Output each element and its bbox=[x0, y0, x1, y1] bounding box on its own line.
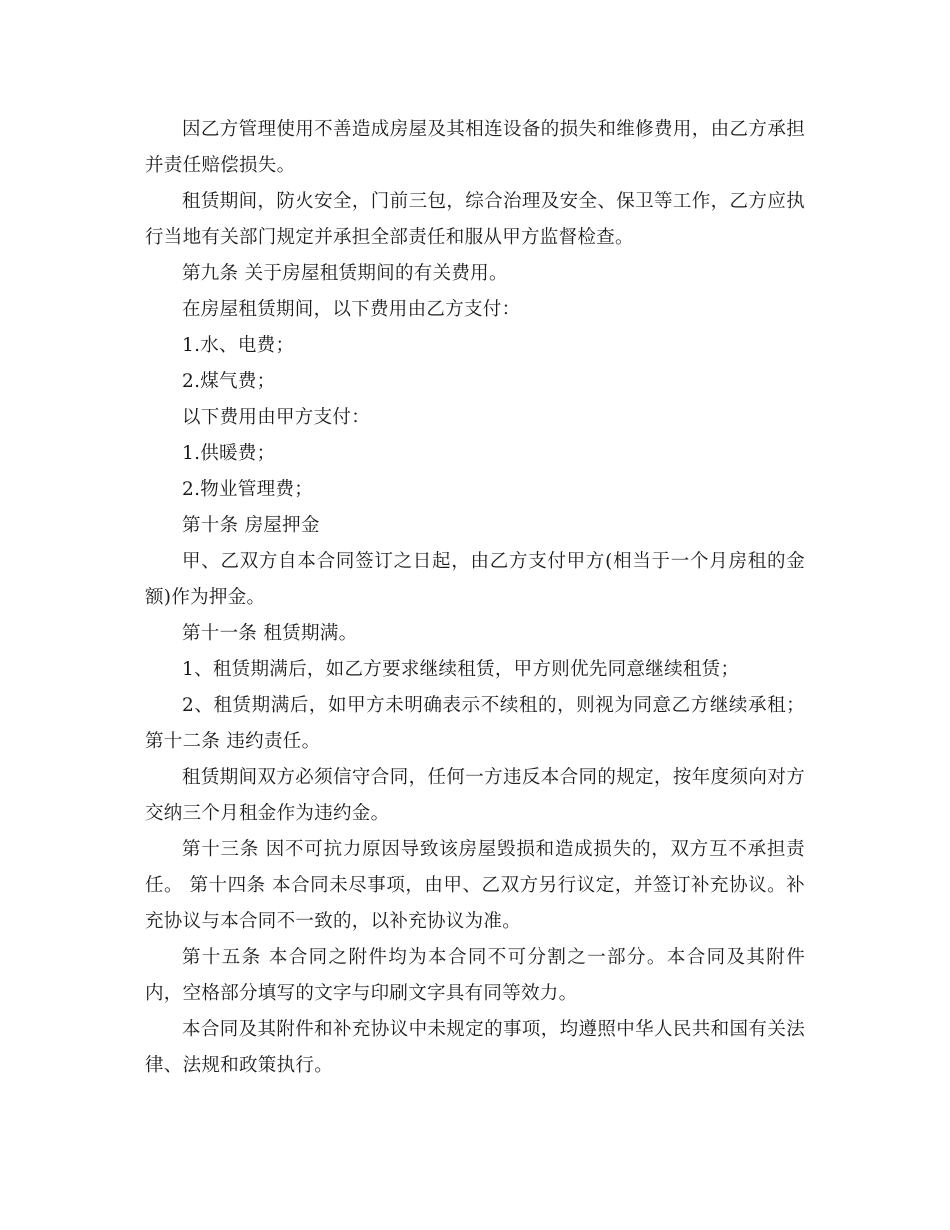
article-11-heading: 第十一条 租赁期满。 bbox=[182, 623, 358, 644]
paragraph-attachments: 第十五条 本合同之附件均为本合同不可分割之一部分。本合同及其附件内，空格部分填写的文字与印刷文字具有同等效力。 bbox=[145, 947, 805, 1004]
paragraph-landlord-fees-intro: 以下费用由甲方支付： bbox=[182, 407, 371, 428]
article-9-heading: 第九条 关于房屋租赁期间的有关费用。 bbox=[182, 263, 508, 284]
paragraph-governing-law: 本合同及其附件和补充协议中未规定的事项，均遵照中华人民共和国有关法律、法规和政策执行。 bbox=[145, 1019, 805, 1076]
list-item-gas: 2.煤气费； bbox=[182, 371, 276, 392]
document-body bbox=[145, 112, 805, 1084]
article-10-heading: 第十条 房屋押金 bbox=[182, 515, 320, 536]
paragraph-tenant-fees-intro: 在房屋租赁期间，以下费用由乙方支付： bbox=[182, 299, 521, 320]
paragraph-force-majeure: 第十三条 因不可抗力原因导致该房屋毁损和造成损失的，双方互不承担责任。 第十四条 本合同未尽事项，由甲、乙双方另行议定，并签订补充协议。补充协议与本合同不一致的，以补充协议为准。 bbox=[145, 839, 805, 932]
paragraph-safety-duties: 租赁期间，防火安全，门前三包，综合治理及安全、保卫等工作，乙方应执行当地有关部门规定并承担全部责任和服从甲方监督检查。 bbox=[145, 191, 805, 248]
list-item-auto-renewal: 2、租赁期满后，如甲方未明确表示不续租的，则视为同意乙方继续承租； 第十二条 违约责任。 bbox=[145, 695, 805, 752]
list-item-water-electricity: 1.水、电费； bbox=[182, 335, 295, 356]
list-item-renewal-priority: 1、租赁期满后，如乙方要求继续租赁，甲方则优先同意继续租赁； bbox=[182, 659, 740, 680]
paragraph-deposit: 甲、乙双方自本合同签订之日起，由乙方支付甲方(相当于一个月房租的金额)作为押金。 bbox=[145, 551, 805, 608]
paragraph-breach-penalty: 租赁期间双方必须信守合同，任何一方违反本合同的规定，按年度须向对方交纳三个月租金作为违约金。 bbox=[145, 767, 805, 824]
paragraph-damage-liability: 因乙方管理使用不善造成房屋及其相连设备的损失和维修费用，由乙方承担并责任赔偿损失。 bbox=[145, 119, 805, 176]
list-item-heating: 1.供暖费； bbox=[182, 443, 276, 464]
list-item-property-management: 2.物业管理费； bbox=[182, 479, 314, 500]
